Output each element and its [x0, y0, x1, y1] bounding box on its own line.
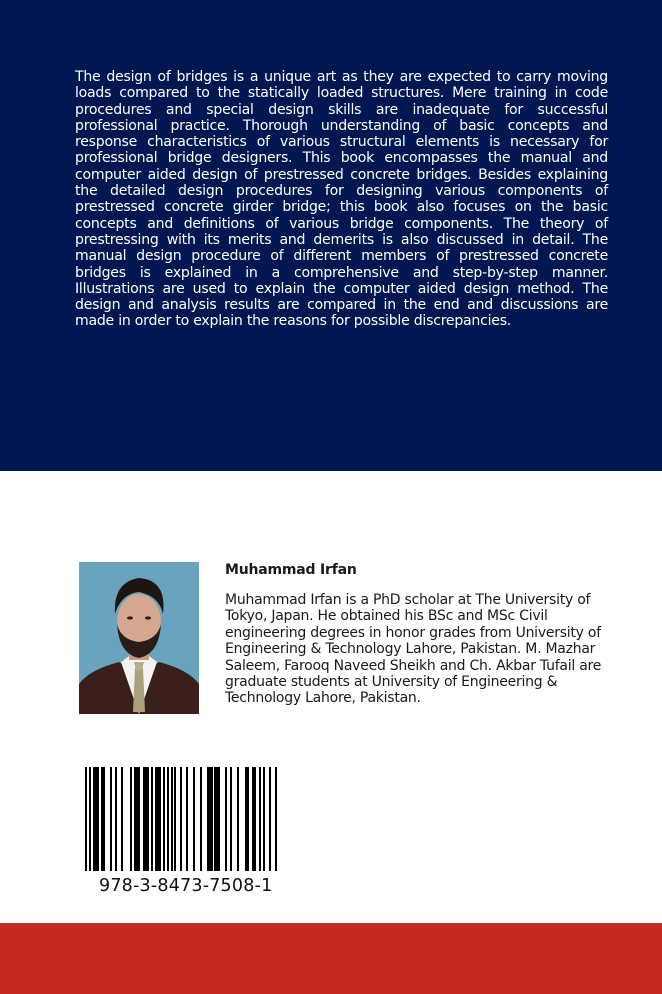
- author-name: Muhammad Irfan: [225, 562, 357, 578]
- barcode-icon: [85, 767, 279, 871]
- top-blue-band: [0, 0, 662, 471]
- author-bio: Muhammad Irfan is a PhD scholar at The University of Tokyo, Japan. He obtained his BSc and MSc Civil engineering degrees in honor grades from University of Engineering & Technology Lahore, Pakistan. M. Mazhar Saleem, Farooq Naveed Sheikh and Ch. Akbar Tufail are graduate students at University of Engineering & Technology Lahore, Pakistan.: [225, 592, 602, 707]
- author-photo: [79, 562, 199, 714]
- bottom-red-band: [0, 923, 662, 994]
- isbn-number: 978-3-8473-7508-1: [99, 876, 273, 896]
- book-description: The design of bridges is a unique art as they are expected to carry moving loads compared to the statically loaded structures. Mere training in code procedures and special design skills are inadequate for successful professional practice. Thorough understanding of basic concepts and response characteristics of various structural elements is necessary for professional bridge designers. This book encompasses the manual and computer aided design of prestressed concrete bridges. Besides explaining the detailed design procedures for designing various components of prestressed concrete girder bridge; this book also focuses on the basic concepts and definitions of various bridge components. The theory of prestressing with its merits and demerits is also discussed in detail. The manual design procedure of different members of prestressed concrete bridges is explained in a comprehensive and step-by-step manner. Illustrations are used to explain the computer aided design method. The design and analysis results are compared in the end and discussions are made in order to explain the reasons for possible discrepancies.: [75, 69, 608, 330]
- portrait-image: [79, 562, 199, 714]
- isbn-barcode: [85, 767, 279, 871]
